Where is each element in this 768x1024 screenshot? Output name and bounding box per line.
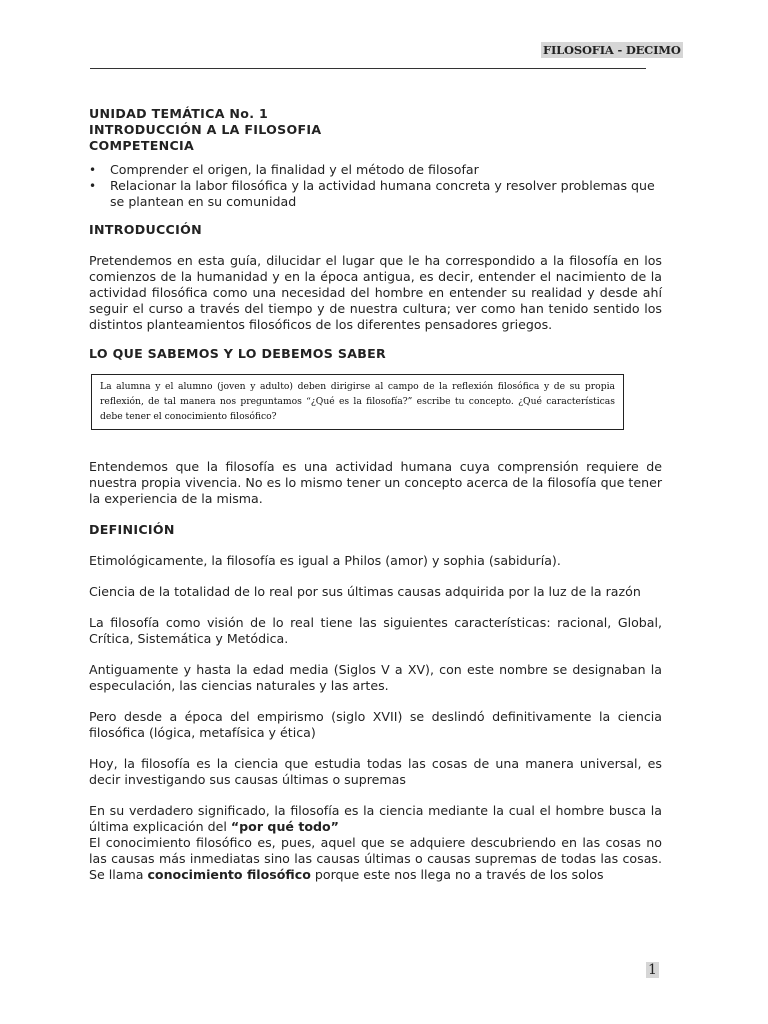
competencias-list <box>89 162 662 210</box>
introduccion-text: Pretendemos en esta guía, dilucidar el lugar que le ha correspondido a la filosofía en los comienzos de la humanidad y en la época antigua, es decir, entender el nacimiento de la actividad filosófica como una necesidad del hombre en entender su realidad y desde ahí seguir el curso a través del tiempo y de nuestra cultura; ver como han tenido sentido los distintos planteamientos filosóficos de los diferentes pensadores griegos. <box>89 253 662 332</box>
saber-text: Entendemos que la filosofía es una actividad humana cuya comprensión requiere de nuestra propia vivencia. No es lo mismo tener un concepto acerca de la filosofía que tener la experiencia de la misma. <box>89 459 662 506</box>
definicion-paragraph: Etimológicamente, la filosofía es igual a Philos (amor) y sophia (sabiduría). <box>89 553 561 568</box>
document-body <box>89 106 662 883</box>
definicion-paragraph: Pero desde a época del empirismo (siglo XVII) se deslindó definitivamente la ciencia filosófica (lógica, metafísica y ética) <box>89 709 662 740</box>
header-divider <box>90 68 646 69</box>
definicion-heading: DEFINICIÓN <box>89 522 175 537</box>
emphasis-text: “por qué todo” <box>230 819 339 834</box>
emphasis-text: conocimiento filosófico <box>147 867 311 882</box>
page-number: 1 <box>648 962 657 978</box>
paragraph-text: El conocimiento filosófico es, pues, aquel que se adquiere descubriendo en las cosas no las causas más inmediatas sino las causas últimas o causas supremas de todas las cosas. Se llama <box>89 835 662 882</box>
definicion-paragraph <box>89 803 662 835</box>
paragraph-text: En su verdadero significado, la filosofía es la ciencia mediante la cual el hombre busca la última explicación del <box>89 803 662 834</box>
definicion-paragraph: La filosofía como visión de lo real tiene las siguientes características: racional, Global, Crítica, Sistemática y Metódica. <box>89 615 662 646</box>
paragraph-text: porque este nos llega no a través de los solos <box>310 867 604 882</box>
page-header-label: FILOSOFIA - DECIMO <box>543 43 681 57</box>
definicion-paragraph: Ciencia de la totalidad de lo real por sus últimas causas adquirida por la luz de la razón <box>89 584 641 599</box>
saber-heading: LO QUE SABEMOS Y LO DEBEMOS SABER <box>89 346 387 361</box>
introduccion-heading: INTRODUCCIÓN <box>89 222 202 237</box>
definicion-paragraph: Hoy, la filosofía es la ciencia que estudia todas las cosas de una manera universal, es decir investigando sus causas últimas o supremas <box>89 756 662 787</box>
definicion-paragraph: Antiguamente y hasta la edad media (Siglos V a XV), con este nombre se designaban la especulación, las ciencias naturales y las artes. <box>89 662 662 693</box>
unit-subtitle: INTRODUCCIÓN A LA FILOSOFIA <box>89 122 322 137</box>
list-item: • Comprender el origen, la finalidad y el método de filosofar <box>89 162 662 178</box>
unit-title: UNIDAD TEMÁTICA No. 1 <box>89 106 269 121</box>
competencia-heading: COMPETENCIA <box>89 138 195 153</box>
reflection-question-box: La alumna y el alumno (joven y adulto) deben dirigirse al campo de la reflexión filosófica y de su propia reflexión, de tal manera nos preguntamos “¿Qué es la filosofía?” escribe tu concepto. ¿Qué características debe tener el conocimiento filosófico? <box>91 374 624 430</box>
definicion-paragraph <box>89 835 662 883</box>
list-item: • Relacionar la labor filosófica y la actividad humana concreta y resolver problemas que se plantean en su comunidad <box>89 178 662 210</box>
